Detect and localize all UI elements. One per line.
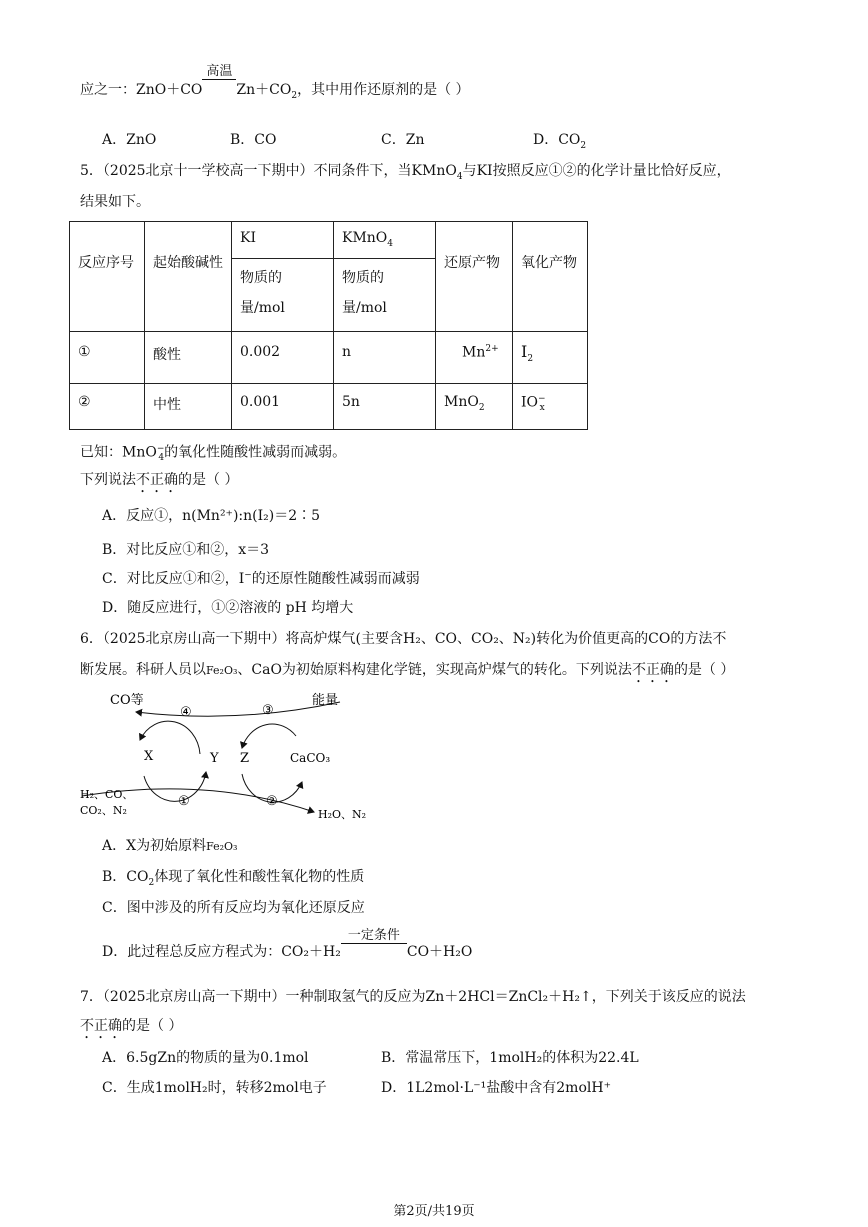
table-row: ② 中性 0.001 5n MnO$_2$ $IO^-_x$ (70, 384, 588, 430)
header-ki: KI (232, 222, 334, 259)
label-y: Y (210, 751, 219, 766)
header-kmno4: KMnO$_4$ (334, 222, 436, 259)
page-footer: 第2页/共19页 (393, 1204, 475, 1219)
q6-option-c[interactable]: C．图中涉及的所有反应均为氧化还原反应 (102, 900, 365, 916)
q6-option-b[interactable]: B．$CO_2$体现了氧化性和酸性氧化物的性质 (102, 869, 365, 888)
q4-option-a[interactable]: A．ZnO (102, 132, 157, 148)
cycle-right-upper (242, 724, 296, 748)
q6-stem-line2: 断发展。科研人员以Fe₂O₃、CaO为初始原料构建化学链，实现高炉煤气的转化。下列说法不正确的是（ ） (80, 662, 735, 678)
q7-option-c[interactable]: C．生成1molH₂时，转移2mol电子 (102, 1080, 327, 1096)
reaction-condition-arrow: 高温 (202, 80, 236, 100)
chemical-looping-diagram (78, 688, 378, 828)
q5-option-a[interactable]: A．反应①，n(Mn²⁺):n(I₂)＝2∶5 (102, 508, 321, 524)
q7-stem-line1: 7．（2025北京房山高一下期中）一种制取氢气的反应为Zn＋2HCl＝ZnCl₂＋H₂↑，下列关于该反应的说法 (80, 989, 746, 1005)
q7-stem-line2: 不正确的是（ ） (80, 1018, 183, 1034)
table-row: ① 酸性 0.002 n $Mn^{2+}$ $I_2$ (70, 332, 588, 384)
q5-option-d[interactable]: D．随反应进行，①②溶液的 pH 均增大 (102, 600, 354, 616)
label-step-3: ③ (262, 703, 274, 718)
condition-arrow: 一定条件 (341, 944, 407, 960)
header-reaction-seq: 反应序号 (70, 222, 145, 332)
label-caco3: CaCO₃ (290, 751, 331, 765)
q6-stem-line1: 6．（2025北京房山高一下期中）将高炉煤气(主要含H₂、CO、CO₂、N₂)转化为价值更高的CO的方法不 (80, 631, 727, 647)
cycle-left-lower (144, 772, 206, 801)
header-reduction-product: 还原产物 (436, 222, 513, 332)
q4-option-b[interactable]: B．CO (230, 132, 277, 148)
q7-option-a[interactable]: A．6.5gZn的物质的量为0.1mol (102, 1050, 309, 1066)
label-step-4: ④ (180, 705, 192, 720)
q5-stem-line1: 5．（2025北京十一学校高一下期中）不同条件下，当KMnO$_4$与KI按照反应①②的化学计量比恰好反应， (80, 163, 731, 182)
q5-known: 已知：MnO−$_4$的氧化性随酸性减弱而减弱。 (80, 444, 347, 464)
label-co-etc: CO等 (110, 693, 144, 708)
q7-option-d[interactable]: D．1L2mol·L⁻¹盐酸中含有2molH⁺ (381, 1080, 611, 1096)
q4-option-c[interactable]: C．Zn (381, 132, 425, 148)
label-input-2: CO₂、N₂ (80, 804, 127, 817)
header-oxidation-product: 氧化产物 (513, 222, 588, 332)
label-output: H₂O、N₂ (318, 808, 367, 821)
header-kmno4-amount: 物质的量/mol (334, 259, 436, 332)
label-x: X (144, 749, 154, 764)
q4-option-d[interactable]: D．$CO_2$ (533, 132, 587, 151)
q5-data-table (69, 221, 588, 430)
label-step-1: ① (178, 794, 190, 809)
header-ki-amount: 物质的量/mol (232, 259, 334, 332)
arrow-top (136, 702, 340, 716)
q6-option-d[interactable]: D．此过程总反应方程式为：CO₂＋H₂ 一定条件 CO＋H₂O (102, 928, 473, 960)
q5-option-b[interactable]: B．对比反应①和②，x＝3 (102, 542, 270, 558)
label-z: Z (240, 751, 250, 766)
header-acidity: 起始酸碱性 (145, 222, 232, 332)
q5-option-c[interactable]: C．对比反应①和②，I−的还原性随酸性减弱而减弱 (102, 570, 420, 587)
q7-option-b[interactable]: B．常温常压下，1molH₂的体积为22.4L (381, 1050, 639, 1066)
q5-question: 下列说法不正确的是（ ） (80, 472, 239, 488)
q5-stem-line2: 结果如下。 (80, 194, 150, 210)
q6-option-a[interactable]: A．X为初始原料Fe₂O₃ (102, 838, 238, 854)
label-energy: 能量 (312, 693, 339, 708)
q4-stem: 应之一：ZnO＋CO 高温 $Zn+CO_2$，其中用作还原剂的是（ ） (80, 64, 470, 101)
label-step-2: ② (266, 794, 278, 809)
label-input-1: H₂、CO、 (80, 788, 134, 801)
